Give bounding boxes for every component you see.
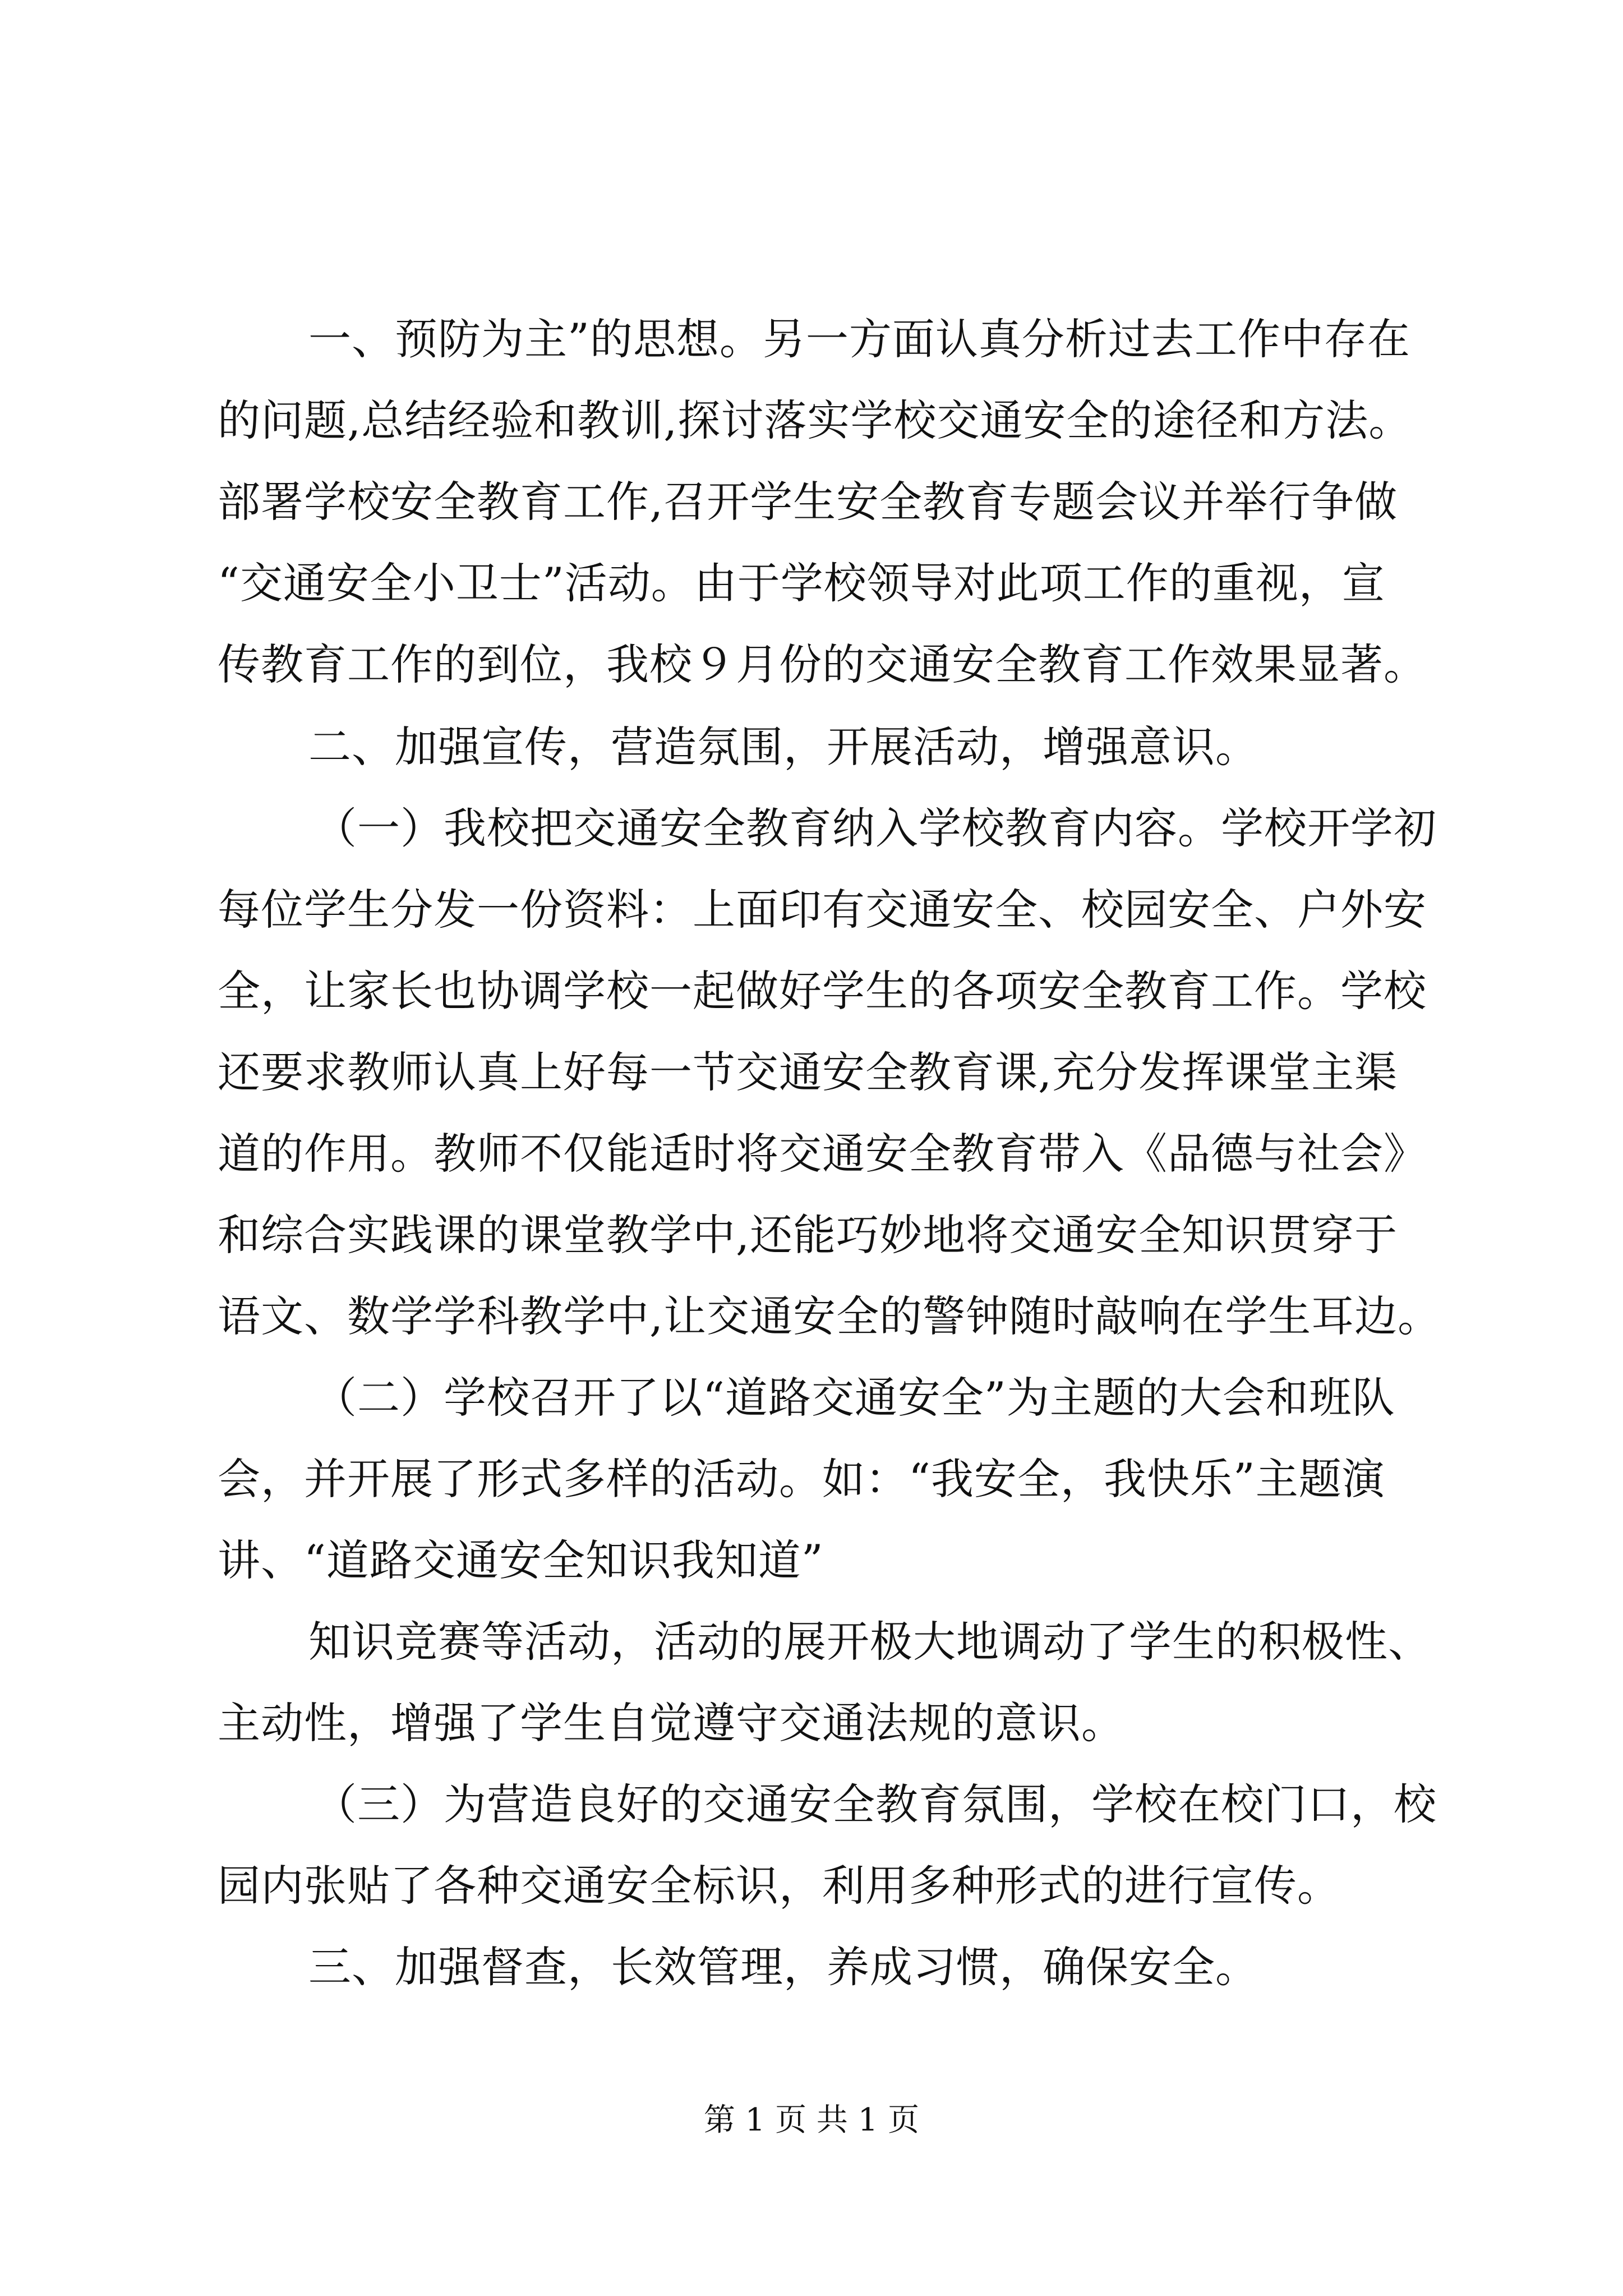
text-line: 会，并开展了形式多样的活动。如：“我安全，我快乐”主题演 <box>218 1454 1385 1504</box>
section-heading: 三、加强督查，长效管理，养成习惯，确保安全。 <box>308 1942 1258 1992</box>
text-line: 传教育工作的到位，我校９月份的交通安全教育工作效果显著。 <box>218 639 1427 689</box>
text-line: （一）我校把交通安全教育纳入学校教育内容。学校开学初 <box>314 803 1437 853</box>
section-heading: 二、加强宣传，营造氛围，开展活动，增强意识。 <box>308 722 1258 772</box>
text-line: 道的作用。教师不仅能适时将交通安全教育带入《品德与社会》 <box>218 1129 1427 1179</box>
text-line: 每位学生分发一份资料：上面印有交通安全、校园安全、户外安 <box>218 885 1427 935</box>
text-line: 和综合实践课的课堂教学中,还能巧妙地将交通安全知识贯穿于 <box>218 1210 1398 1260</box>
page-number: 第 1 页 共 1 页 <box>703 2102 920 2138</box>
page-footer <box>0 2101 1623 2140</box>
text-line: 的问题,总结经验和教训,探讨落实学校交通安全的途径和方法。 <box>218 395 1412 445</box>
text-line: 知识竞赛等活动，活动的展开极大地调动了学生的积极性、 <box>308 1617 1431 1667</box>
text-line: 还要求教师认真上好每一节交通安全教育课,充分发挥课堂主渠 <box>218 1047 1398 1097</box>
text-line: （三）为营造良好的交通安全教育氛围，学校在校门口，校 <box>314 1779 1437 1829</box>
text-line: “交通安全小卫士”活动。由于学校领导对此项工作的重视，宣 <box>218 558 1385 608</box>
text-line: 语文、数学学科教学中,让交通安全的警钟随时敲响在学生耳边。 <box>218 1291 1441 1341</box>
text-line: 全，让家长也协调学校一起做好学生的各项安全教育工作。学校 <box>218 966 1427 1016</box>
text-line: （二）学校召开了以“道路交通安全”为主题的大会和班队 <box>314 1373 1395 1423</box>
text-line: 园内张贴了各种交通安全标识，利用多种形式的进行宣传。 <box>218 1861 1340 1911</box>
text-line: 部署学校安全教育工作,召开学生安全教育专题会议并举行争做 <box>218 477 1398 527</box>
text-line: 讲、“道路交通安全知识我知道” <box>218 1535 824 1585</box>
text-line: 主动性，增强了学生自觉遵守交通法规的意识。 <box>218 1698 1124 1748</box>
text-line: 一、预防为主”的思想。另一方面认真分析过去工作中存在 <box>308 314 1410 364</box>
